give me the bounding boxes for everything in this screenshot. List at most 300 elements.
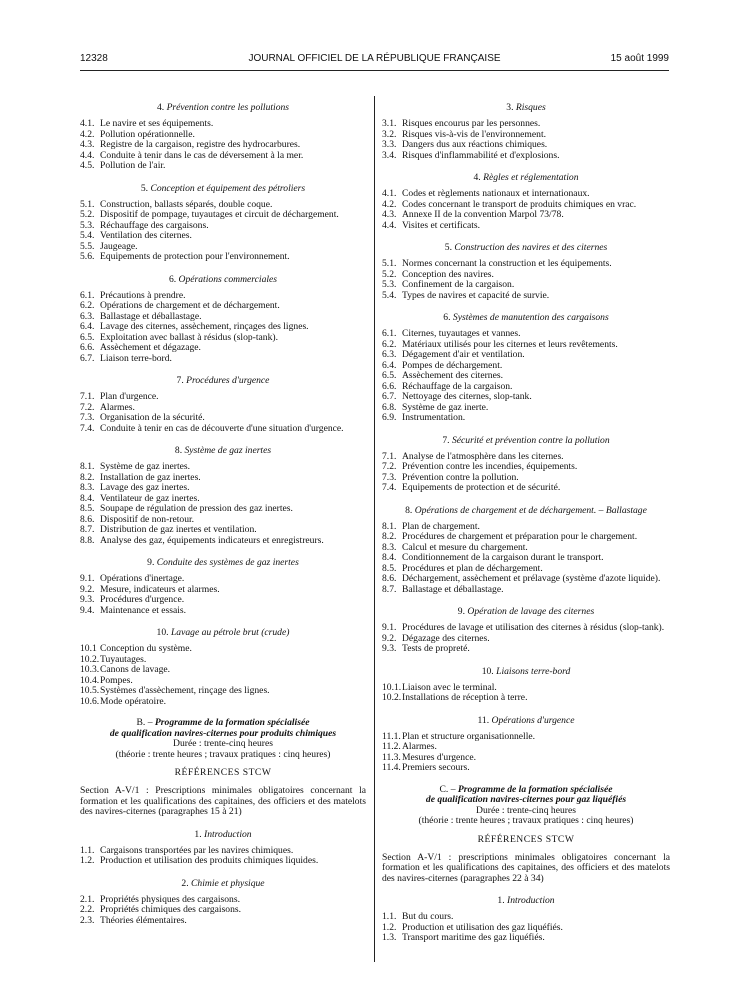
item-text: Plan et structure organisationnelle. xyxy=(402,730,536,742)
item-number: 4.1. xyxy=(382,188,397,199)
section-heading: Construction des navires et des citernes xyxy=(454,242,608,253)
publication-date: 15 août 1999 xyxy=(610,53,669,64)
section-title xyxy=(382,172,670,183)
item-number: 5.4. xyxy=(382,289,397,301)
section-heading: Conduite des systèmes de gaz inertes xyxy=(156,557,299,568)
programme-duration: Durée : trente-cinq heures xyxy=(476,804,576,816)
item-text: Dispositif de pompage, tuyautages et circuit de déchargement. xyxy=(100,209,339,220)
section-heading: Opération de lavage des citernes xyxy=(467,606,595,617)
item-number: 9.4. xyxy=(80,604,95,616)
section-title xyxy=(382,505,670,516)
list-item xyxy=(80,595,366,606)
section-title xyxy=(80,375,366,386)
item-number: 8.2. xyxy=(382,531,397,542)
item-number: 11.3. xyxy=(382,751,401,763)
item-number: 6.7. xyxy=(382,391,397,402)
section-number: 5. xyxy=(444,242,452,253)
list-item xyxy=(80,665,366,676)
item-list xyxy=(382,522,670,596)
item-number: 1.3. xyxy=(382,932,397,943)
item-text: Calcul et mesure du chargement. xyxy=(402,541,528,553)
item-number: 2.1. xyxy=(80,893,95,905)
item-number: 1.2. xyxy=(80,855,95,866)
item-number: 4.4. xyxy=(382,219,397,231)
item-number: 5.2. xyxy=(80,209,95,220)
section xyxy=(80,274,366,365)
item-text: Théories élémentaires. xyxy=(100,914,187,926)
item-text: Risques encourus par les personnes. xyxy=(402,118,541,129)
section xyxy=(382,312,670,424)
item-number: 8.3. xyxy=(382,541,397,553)
item-number: 6.6. xyxy=(80,342,95,353)
item-number: 4.2. xyxy=(382,198,397,210)
item-number: 3.3. xyxy=(382,139,397,150)
item-list xyxy=(382,259,670,301)
section-title xyxy=(80,183,366,194)
list-item xyxy=(382,210,670,221)
section-number: 1. xyxy=(497,895,505,906)
item-text: Normes concernant la construction et les équipements. xyxy=(402,258,612,269)
item-text: Opérations de chargement et de déchargement. xyxy=(100,300,280,311)
list-item xyxy=(80,483,366,494)
item-number: 4.1. xyxy=(80,118,95,129)
item-number: 6.6. xyxy=(382,380,397,392)
item-text: Conduite à tenir en cas de découverte d'une situation d'urgence. xyxy=(100,422,344,434)
item-list xyxy=(80,644,366,707)
list-item xyxy=(382,151,670,162)
section-number: 1. xyxy=(194,828,202,840)
programme-prefix: C. – xyxy=(439,783,456,795)
item-text: Plan d'urgence. xyxy=(100,391,159,402)
item-text: But du cours. xyxy=(402,911,454,922)
item-text: Tuyautages. xyxy=(100,653,147,665)
item-number: 8.6. xyxy=(80,513,95,525)
item-text: Ballastage et déballastage. xyxy=(402,583,504,595)
section-title xyxy=(382,895,670,906)
item-number: 6.8. xyxy=(382,401,397,413)
list-item xyxy=(382,189,670,200)
list-item xyxy=(80,916,366,927)
item-text: Pollution opérationnelle. xyxy=(100,128,195,140)
section-number: 7. xyxy=(176,375,184,386)
section xyxy=(382,172,670,231)
section-heading: Opérations d'urgence xyxy=(491,714,575,726)
item-text: Dégagement d'air et ventilation. xyxy=(402,349,525,360)
section-number: 9. xyxy=(457,606,465,617)
item-text: Visites et certificats. xyxy=(402,219,481,231)
section-title xyxy=(80,557,366,568)
section xyxy=(382,895,670,944)
item-number: 10.1 xyxy=(80,643,97,654)
item-number: 5.6. xyxy=(80,251,95,262)
item-text: Déchargement, assèchement et prélavage (système d'azote liquide). xyxy=(402,573,661,584)
item-text: Dispositif de non-retour. xyxy=(100,513,195,525)
item-list xyxy=(80,895,366,927)
item-number: 10.2. xyxy=(80,653,100,665)
section-heading: Opérations de chargement et de déchargement. – Ballastage xyxy=(414,504,647,516)
list-item xyxy=(382,371,670,382)
item-text: Matériaux utilisés pour les citernes et leurs revêtements. xyxy=(402,338,618,350)
list-item xyxy=(382,140,670,151)
item-number: 8.5. xyxy=(80,503,95,514)
section-title xyxy=(80,627,366,638)
item-number: 10.2. xyxy=(382,692,402,703)
section-heading: Conception et équipement des pétroliers xyxy=(150,182,306,194)
section-heading: Opérations commerciales xyxy=(178,273,278,285)
item-text: Ballastage et déballastage. xyxy=(100,310,202,322)
item-text: Production et utilisation des gaz liquéfiés. xyxy=(402,921,563,933)
section-title xyxy=(382,435,670,446)
item-text: Système de gaz inertes. xyxy=(100,461,191,472)
item-text: Pollution de l'air. xyxy=(100,160,166,171)
list-item xyxy=(80,210,366,221)
list-item xyxy=(382,280,670,291)
item-number: 11.2. xyxy=(382,741,401,752)
list-item xyxy=(382,553,670,564)
item-number: 4.3. xyxy=(382,209,397,220)
item-number: 10.6. xyxy=(80,695,100,707)
list-item xyxy=(382,644,670,655)
item-number: 5.1. xyxy=(382,258,397,269)
item-text: Risques vis-à-vis de l'environnement. xyxy=(402,128,547,140)
list-item xyxy=(382,413,670,424)
section-heading: Risques xyxy=(515,102,546,113)
item-list xyxy=(382,912,670,944)
section-title xyxy=(382,102,670,113)
item-text: Codes concernant le transport de produits chimiques en vrac. xyxy=(402,198,637,210)
item-number: 9.2. xyxy=(80,583,95,595)
item-list xyxy=(80,574,366,616)
item-number: 10.3. xyxy=(80,664,100,675)
column-divider xyxy=(374,96,375,962)
section-number: 11. xyxy=(477,714,490,726)
section-title xyxy=(382,715,670,726)
item-number: 6.1. xyxy=(80,289,95,301)
list-item xyxy=(80,343,366,354)
list-item xyxy=(80,856,366,867)
item-number: 8.4. xyxy=(382,552,397,563)
list-item xyxy=(382,742,670,753)
list-item xyxy=(80,424,366,435)
item-number: 8.1. xyxy=(382,520,397,532)
section-heading: Liaisons terre-bord xyxy=(496,665,571,677)
section-title xyxy=(80,274,366,285)
item-text: Système de gaz inerte. xyxy=(402,401,489,413)
item-number: 2.2. xyxy=(80,904,95,915)
item-text: Mode opératoire. xyxy=(100,695,167,707)
section-title xyxy=(382,666,670,677)
list-item xyxy=(382,585,670,596)
list-item xyxy=(382,483,670,494)
item-text: Alarmes. xyxy=(100,401,135,413)
section-title xyxy=(80,878,366,889)
item-text: Installation de gaz inertes. xyxy=(100,471,201,483)
item-number: 5.3. xyxy=(382,279,397,290)
item-text: Conduite à tenir dans le cas de déversement à la mer. xyxy=(100,149,304,161)
item-text: Installations de réception à terre. xyxy=(402,692,528,703)
journal-title: JOURNAL OFFICIEL DE LA RÉPUBLIQUE FRANÇAISE xyxy=(248,53,501,64)
item-text: Annexe II de la convention Marpol 73/78. xyxy=(402,209,564,220)
item-list xyxy=(80,291,366,365)
section-heading: Règles et réglementation xyxy=(483,172,579,183)
item-list xyxy=(80,392,366,434)
programme-duration: Durée : trente-cinq heures xyxy=(173,738,273,749)
item-number: 8.3. xyxy=(80,482,95,493)
item-text: Exploitation avec ballast à résidus (slop-tank). xyxy=(100,331,278,343)
list-item xyxy=(80,231,366,242)
section-title xyxy=(382,242,670,253)
item-text: Risques d'inflammabilité et d'explosions. xyxy=(402,149,560,161)
item-number: 7.1. xyxy=(80,391,95,402)
item-number: 10.1. xyxy=(382,681,402,693)
item-text: Procédures de chargement et préparation pour le chargement. xyxy=(402,531,638,542)
list-item xyxy=(80,504,366,515)
item-number: 3.4. xyxy=(382,149,397,161)
list-item xyxy=(382,392,670,403)
item-number: 5.3. xyxy=(80,219,95,231)
item-number: 6.3. xyxy=(382,349,397,360)
item-text: Liaison terre-bord. xyxy=(100,352,172,364)
list-item xyxy=(382,532,670,543)
item-number: 1.2. xyxy=(382,921,397,933)
item-text: Assèchement et dégazage. xyxy=(100,342,201,353)
list-item xyxy=(80,161,366,172)
item-list xyxy=(80,846,366,867)
list-item xyxy=(80,392,366,403)
section-number: 9. xyxy=(147,557,155,568)
item-number: 6.2. xyxy=(382,338,397,350)
list-item xyxy=(80,525,366,536)
item-text: Précautions à prendre. xyxy=(100,289,186,301)
item-text: Liaison avec le terminal. xyxy=(402,681,497,693)
item-text: Distribution de gaz inertes et ventilation. xyxy=(100,524,257,535)
item-text: Conditionnement de la cargaison durant le transport. xyxy=(402,552,604,563)
section-heading: Introduction xyxy=(204,828,252,840)
item-list xyxy=(382,189,670,231)
item-number: 11.4. xyxy=(382,762,401,773)
references-heading: RÉFÉRENCES STCW xyxy=(477,833,575,845)
section-number: 3. xyxy=(506,102,514,113)
section xyxy=(80,878,366,927)
item-number: 2.3. xyxy=(80,914,95,926)
section xyxy=(382,242,670,301)
programme-title-line2: de qualification navires-citernes pour gaz liquéfiés xyxy=(425,794,627,805)
section-reference-text: Section A-V/1 : Prescriptions minimales obligatoires concernant la formation et les qualifications des capitaines, des officiers et des matelots des navires-citernes (paragraphes 15 à 21) xyxy=(80,785,366,817)
item-number: 7.1. xyxy=(382,450,397,462)
programme-title-line1: Programme de la formation spécialisée xyxy=(154,717,310,728)
section-reference-text: Section A-V/1 : prescriptions minimales obligatoires concernant la formation et les qualifications des capitaines, des officiers et des matelots des navires-citernes (paragraphes 22 à 34) xyxy=(382,851,670,884)
item-number: 5.1. xyxy=(80,198,95,210)
item-text: Mesures d'urgence. xyxy=(402,751,477,763)
list-item xyxy=(382,623,670,634)
item-text: Construction, ballasts séparés, double coque. xyxy=(100,198,273,210)
section xyxy=(80,375,366,434)
list-item xyxy=(382,221,670,232)
section xyxy=(382,435,670,494)
list-item xyxy=(382,574,670,585)
item-text: Ventilateur de gaz inertes. xyxy=(100,492,200,504)
list-item xyxy=(382,291,670,302)
item-text: Dégazage des citernes. xyxy=(402,632,490,644)
item-text: Plan de chargement. xyxy=(402,520,480,532)
item-text: Opérations d'inertage. xyxy=(100,573,185,584)
item-text: Tests de propreté. xyxy=(402,643,470,654)
item-list xyxy=(382,119,670,161)
page-header xyxy=(80,53,669,67)
left-column xyxy=(80,102,366,937)
item-text: Registre de la cargaison, registre des hydrocarbures. xyxy=(100,139,301,150)
item-number: 4.5. xyxy=(80,160,95,171)
item-number: 5.2. xyxy=(382,268,397,280)
list-item xyxy=(382,329,670,340)
section-heading: Sécurité et prévention contre la pollution xyxy=(451,434,610,446)
item-number: 7.3. xyxy=(382,471,397,483)
item-text: Transport maritime des gaz liquéfiés. xyxy=(402,932,545,943)
item-list xyxy=(80,200,366,263)
item-text: Propriétés physiques des cargaisons. xyxy=(100,893,240,905)
item-number: 8.8. xyxy=(80,534,95,546)
section-heading: Systèmes de manutention des cargaisons xyxy=(452,312,609,323)
programme-b-heading xyxy=(80,718,366,760)
item-number: 4.4. xyxy=(80,149,95,161)
list-item xyxy=(80,462,366,473)
item-text: Prévention contre les incendies, équipements. xyxy=(402,461,578,472)
item-list xyxy=(80,462,366,546)
item-text: Alarmes. xyxy=(402,741,437,752)
section-heading: Introduction xyxy=(507,895,555,906)
list-item xyxy=(80,644,366,655)
list-item xyxy=(382,462,670,473)
section xyxy=(80,102,366,172)
item-list xyxy=(382,623,670,655)
references-heading: RÉFÉRENCES STCW xyxy=(174,767,272,778)
item-number: 8.2. xyxy=(80,471,95,483)
item-list xyxy=(382,329,670,424)
item-number: 6.2. xyxy=(80,300,95,311)
list-item xyxy=(382,693,670,704)
item-number: 7.2. xyxy=(382,461,397,472)
section-heading: Prévention contre les pollutions xyxy=(166,102,290,113)
item-text: Analyse des gaz, équipements indicateurs et enregistreurs. xyxy=(100,534,324,546)
item-number: 8.4. xyxy=(80,492,95,504)
item-number: 5.4. xyxy=(80,230,95,241)
section-title xyxy=(382,606,670,617)
item-list xyxy=(80,119,366,172)
item-text: Instrumentation. xyxy=(402,412,466,423)
item-text: Lavage des gaz inertes. xyxy=(100,482,190,493)
section-number: 4. xyxy=(156,102,165,113)
list-item xyxy=(80,252,366,263)
list-item xyxy=(382,933,670,944)
item-text: Types de navires et capacité de survie. xyxy=(402,289,550,301)
list-item xyxy=(382,259,670,270)
section-title xyxy=(80,445,366,456)
item-number: 6.1. xyxy=(382,328,397,339)
item-list xyxy=(382,732,670,774)
item-text: Propriétés chimiques des cargaisons. xyxy=(100,904,242,915)
section xyxy=(80,829,366,867)
item-number: 9.1. xyxy=(80,573,95,584)
item-number: 5.5. xyxy=(80,240,95,252)
section xyxy=(382,666,670,704)
item-text: Prévention contre la pollution. xyxy=(402,471,519,483)
programme-title-line1: Programme de la formation spécialisée xyxy=(457,783,613,795)
item-number: 6.3. xyxy=(80,310,95,322)
item-number: 6.4. xyxy=(80,321,95,332)
item-text: Ventilation des citernes. xyxy=(100,230,192,241)
list-item xyxy=(382,119,670,130)
section xyxy=(382,606,670,655)
item-text: Réchauffage des cargaisons. xyxy=(100,219,209,231)
programme-breakdown: (théorie : trente heures ; travaux pratiques : cinq heures) xyxy=(418,815,634,826)
item-number: 9.3. xyxy=(382,643,397,654)
section-title xyxy=(80,829,366,840)
list-item xyxy=(80,354,366,365)
list-item xyxy=(80,119,366,130)
item-text: Maintenance et essais. xyxy=(100,604,187,616)
item-number: 10.4. xyxy=(80,674,100,686)
list-item xyxy=(80,606,366,617)
item-text: Pompes de déchargement. xyxy=(402,359,503,371)
item-text: Procédures et plan de déchargement. xyxy=(402,562,543,574)
item-number: 4.2. xyxy=(80,128,95,140)
item-text: Confinement de la cargaison. xyxy=(402,279,515,290)
list-item xyxy=(80,413,366,424)
section-number: 6. xyxy=(443,312,451,323)
item-number: 7.3. xyxy=(80,412,95,423)
list-item xyxy=(80,697,366,708)
programme-breakdown: (théorie : trente heures ; travaux pratiques : cinq heures) xyxy=(115,748,331,760)
section-number: 2. xyxy=(181,877,189,889)
item-text: Equipements de protection pour l'environnement. xyxy=(100,251,290,262)
item-number: 8.6. xyxy=(382,573,397,584)
item-text: Soupape de régulation de pression des gaz inertes. xyxy=(100,503,293,514)
page-number: 12328 xyxy=(80,53,108,64)
item-text: Procédures d'urgence. xyxy=(100,594,185,605)
item-text: Lavage des citernes, assèchement, rinçages des lignes. xyxy=(100,321,309,332)
section-number: 10. xyxy=(481,665,494,677)
item-text: Conception des navires. xyxy=(402,268,494,280)
item-number: 6.7. xyxy=(80,352,95,364)
programme-prefix: B. – xyxy=(136,717,153,728)
item-number: 7.4. xyxy=(80,422,95,434)
item-text: Conception du système. xyxy=(100,643,192,654)
section xyxy=(80,445,366,546)
section xyxy=(382,102,670,161)
item-text: Procédures de lavage et utilisation des citernes à résidus (slop-tank). xyxy=(402,622,665,633)
section-number: 5. xyxy=(140,182,149,194)
header-rule xyxy=(80,70,669,71)
section-title xyxy=(382,312,670,323)
item-number: 7.4. xyxy=(382,482,397,493)
section-number: 8. xyxy=(174,445,183,456)
item-text: Equipements de protection et de sécurité. xyxy=(402,482,561,493)
section-number: 4. xyxy=(473,172,481,183)
item-text: Le navire et ses équipements. xyxy=(100,118,214,129)
item-text: Nettoyage des citernes, slop-tank. xyxy=(402,391,532,402)
item-number: 9.3. xyxy=(80,594,95,605)
item-number: 8.1. xyxy=(80,461,95,472)
item-text: Cargaisons transportées par les navires chimiques. xyxy=(100,844,294,856)
item-number: 6.5. xyxy=(80,331,95,343)
list-item xyxy=(382,912,670,923)
item-text: Analyse de l'atmosphère dans les citernes. xyxy=(402,450,564,462)
section-heading: Système de gaz inertes xyxy=(184,445,272,456)
list-item xyxy=(382,763,670,774)
item-number: 6.4. xyxy=(382,359,397,371)
item-text: Canons de lavage. xyxy=(100,664,171,675)
item-number: 9.1. xyxy=(382,622,397,633)
